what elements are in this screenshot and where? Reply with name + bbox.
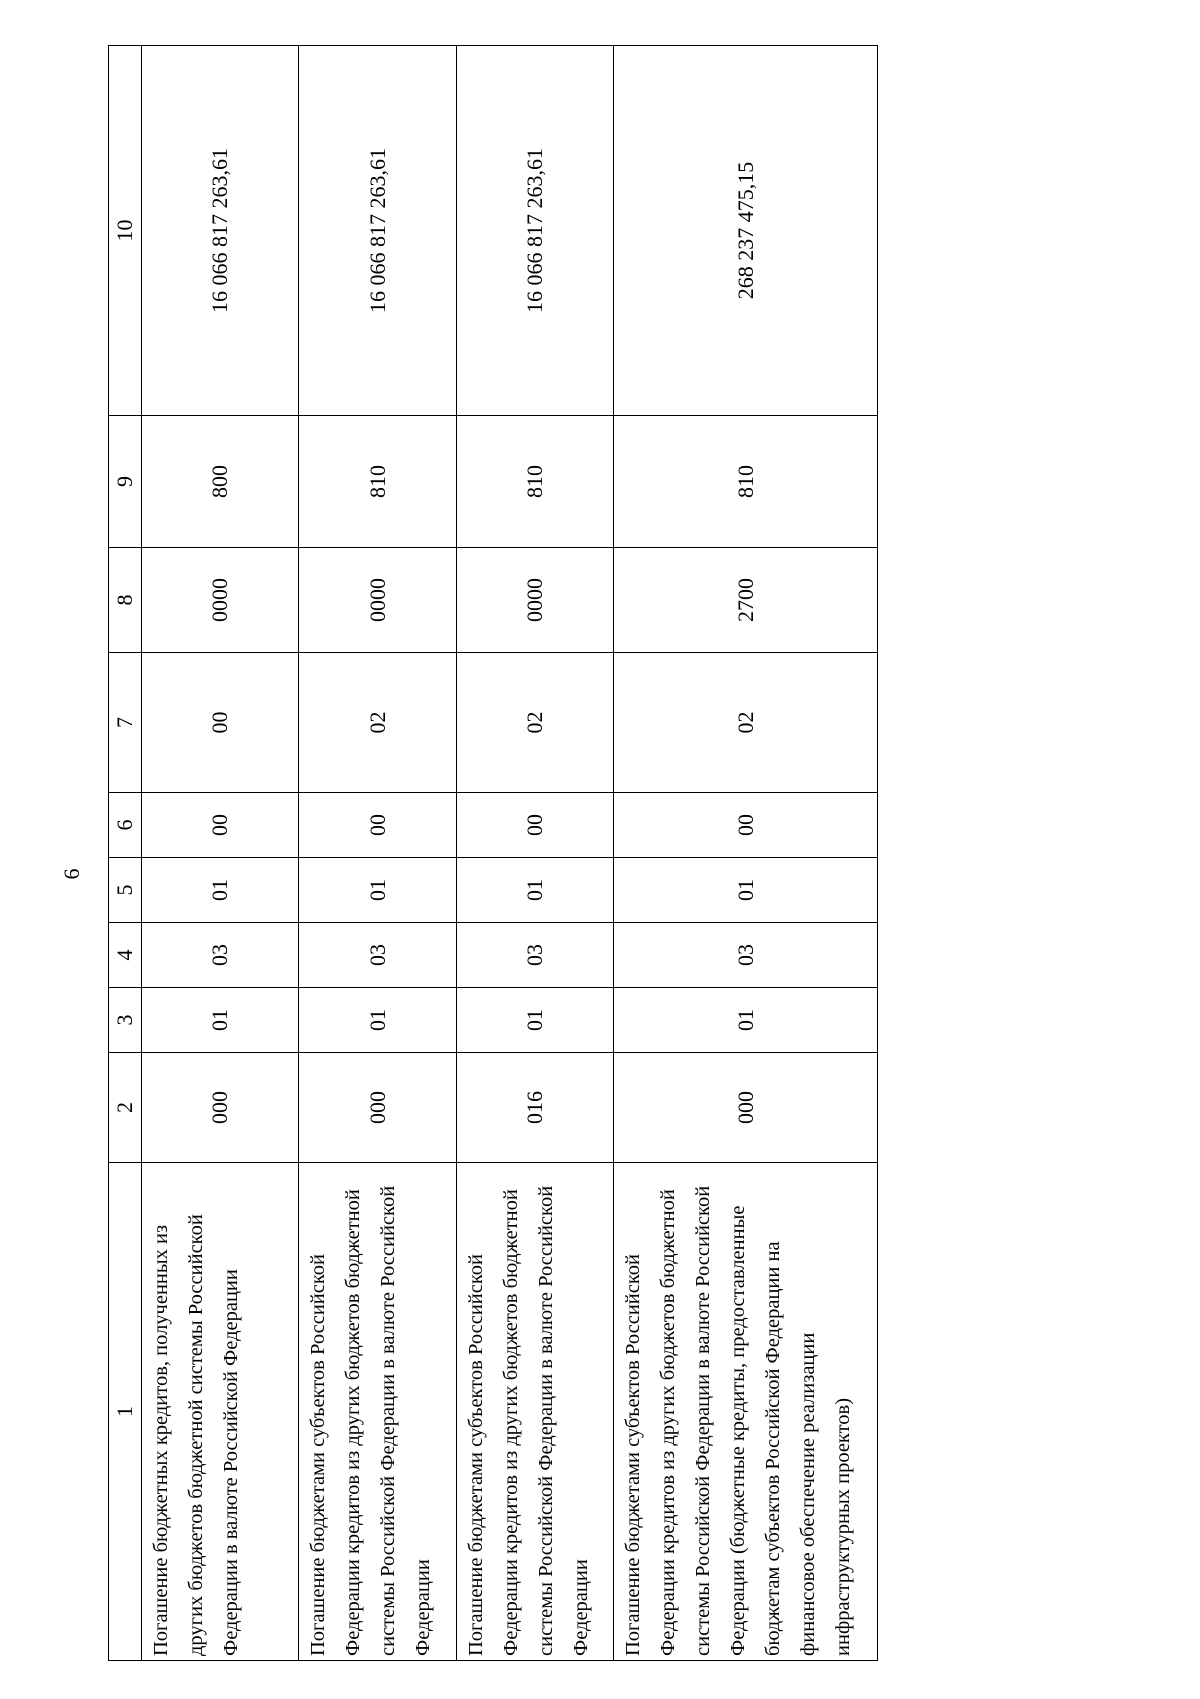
code-cell: 03 xyxy=(299,923,456,988)
code-cell: 01 xyxy=(456,988,613,1053)
code-cell: 000 xyxy=(299,1053,456,1163)
code-cell: 03 xyxy=(142,923,299,988)
code-cell: 01 xyxy=(299,858,456,923)
code-cell: 03 xyxy=(614,923,878,988)
code-cell: 01 xyxy=(456,858,613,923)
header-cell: 9 xyxy=(109,416,142,548)
row-description: Погашение бюджетами субъектов Российской Федерации кредитов из других бюджетов бюджетной системы Российской Федерации в валюте Российской Федерации xyxy=(299,1163,456,1661)
code-cell: 810 xyxy=(614,416,878,548)
code-cell: 000 xyxy=(614,1053,878,1163)
code-cell: 00 xyxy=(456,793,613,858)
code-cell: 00 xyxy=(614,793,878,858)
amount-cell: 268 237 475,15 xyxy=(614,46,878,416)
header-cell: 1 xyxy=(109,1163,142,1661)
code-cell: 01 xyxy=(299,988,456,1053)
amount-cell: 16 066 817 263,61 xyxy=(142,46,299,416)
code-cell: 000 xyxy=(142,1053,299,1163)
header-cell: 10 xyxy=(109,46,142,416)
rotated-table-wrapper xyxy=(108,46,878,1661)
header-cell: 8 xyxy=(109,548,142,653)
code-cell: 01 xyxy=(614,858,878,923)
code-cell: 03 xyxy=(456,923,613,988)
code-cell: 0000 xyxy=(142,548,299,653)
table-row xyxy=(142,46,299,1661)
code-cell: 810 xyxy=(299,416,456,548)
header-cell: 7 xyxy=(109,653,142,793)
amount-cell: 16 066 817 263,61 xyxy=(456,46,613,416)
code-cell: 01 xyxy=(142,988,299,1053)
code-cell: 00 xyxy=(142,653,299,793)
page-number: 6 xyxy=(59,868,84,880)
code-cell: 810 xyxy=(456,416,613,548)
table-row xyxy=(456,46,613,1661)
code-cell: 0000 xyxy=(299,548,456,653)
header-cell: 4 xyxy=(109,923,142,988)
header-row xyxy=(109,46,142,1661)
code-cell: 00 xyxy=(142,793,299,858)
row-description: Погашение бюджетных кредитов, полученных из других бюджетов бюджетной системы Российской Федерации в валюте Российской Федерации xyxy=(142,1163,299,1661)
code-cell: 01 xyxy=(614,988,878,1053)
code-cell: 00 xyxy=(299,793,456,858)
table-row xyxy=(299,46,456,1661)
code-cell: 01 xyxy=(142,858,299,923)
row-description: Погашение бюджетами субъектов Российской Федерации кредитов из других бюджетов бюджетной системы Российской Федерации в валюте Российской Федерации xyxy=(456,1163,613,1661)
code-cell: 2700 xyxy=(614,548,878,653)
code-cell: 02 xyxy=(614,653,878,793)
code-cell: 02 xyxy=(299,653,456,793)
code-cell: 0000 xyxy=(456,548,613,653)
table-row xyxy=(614,46,878,1661)
budget-table xyxy=(108,45,878,1661)
code-cell: 800 xyxy=(142,416,299,548)
header-cell: 6 xyxy=(109,793,142,858)
header-cell: 2 xyxy=(109,1053,142,1163)
header-cell: 5 xyxy=(109,858,142,923)
header-cell: 3 xyxy=(109,988,142,1053)
code-cell: 016 xyxy=(456,1053,613,1163)
code-cell: 02 xyxy=(456,653,613,793)
row-description: Погашение бюджетами субъектов Российской Федерации кредитов из других бюджетов бюджетной системы Российской Федерации в валюте Российской Федерации (бюджетные кредиты, предоставленные бюджетам субъектов Российской Федерации на финансовое обеспечение реализации инфраструктурных проектов) xyxy=(614,1163,878,1661)
amount-cell: 16 066 817 263,61 xyxy=(299,46,456,416)
